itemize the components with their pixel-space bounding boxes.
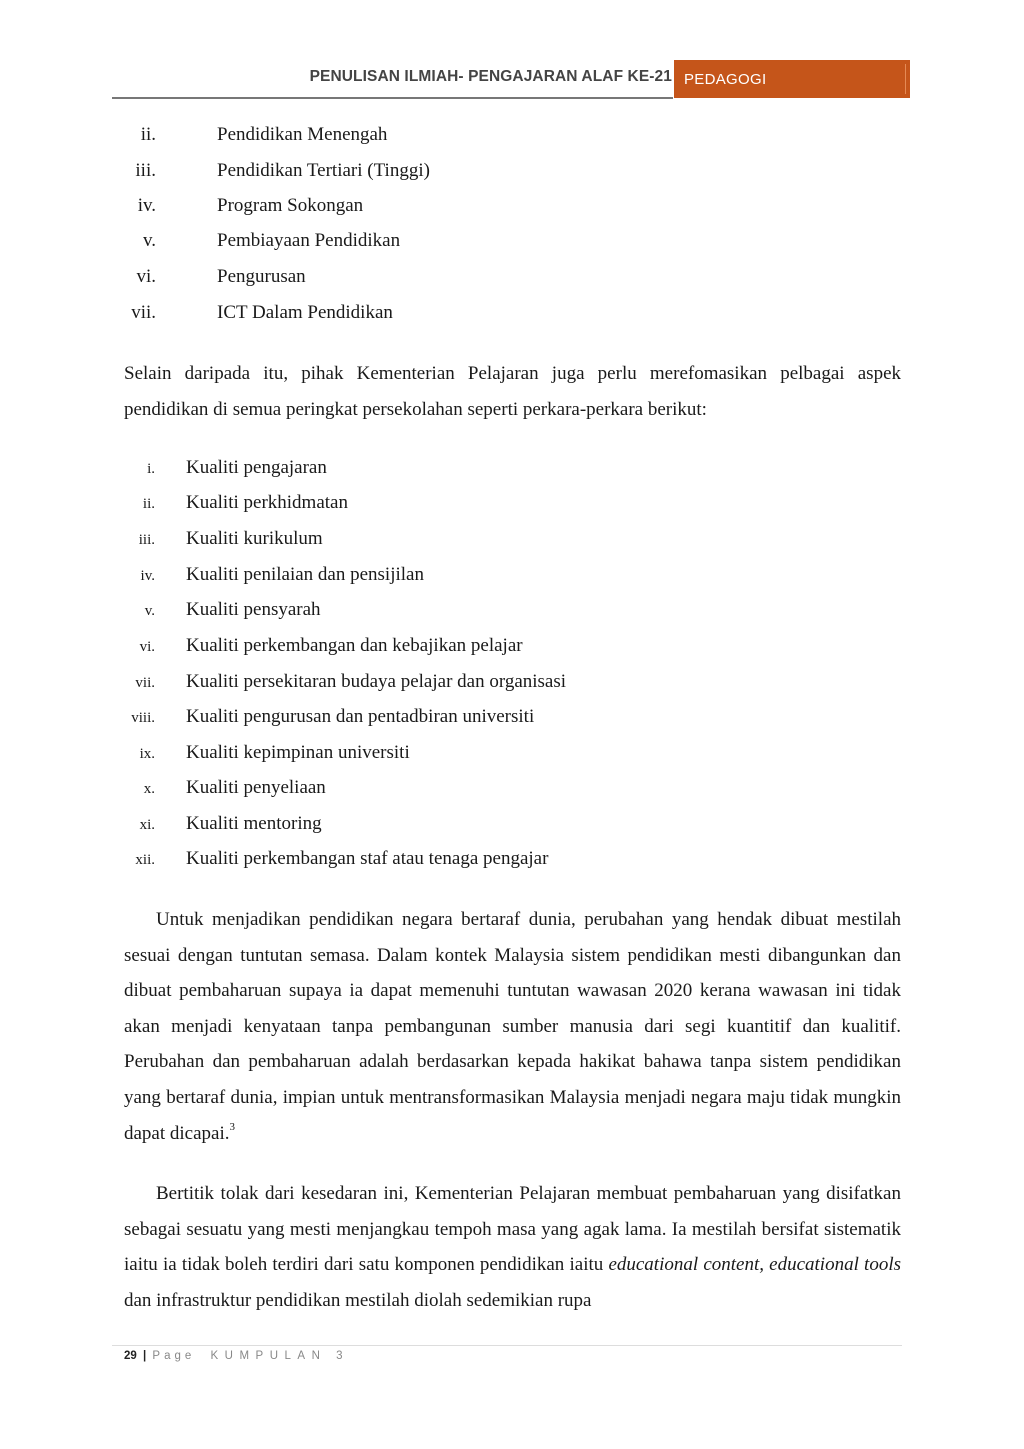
list-number: v. — [142, 230, 156, 251]
list-number: iv. — [140, 568, 155, 584]
footnote-marker[interactable]: 3 — [229, 1120, 236, 1133]
list-text: Kualiti penyeliaan — [186, 777, 326, 798]
list-text: Program Sokongan — [217, 195, 364, 216]
paragraph-text: Bertitik tolak dari kesedaran ini, Kementerian Pelajaran membuat pembaharuan yang disifatkan sebagai sesuatu yang mesti menjangkau tempoh masa yang agak lama. Ia mestilah bersifat sistematik iaitu ia tidak boleh terdiri dari satu komponen pendidikan iaitu — [124, 1183, 901, 1276]
list-text: ICT Dalam Pendidikan — [217, 302, 393, 323]
list-text: Pengurusan — [217, 266, 306, 287]
list-text: Pendidikan Tertiari (Tinggi) — [217, 160, 430, 181]
list-number: iv. — [137, 195, 156, 216]
list-number: v. — [144, 603, 155, 619]
paragraph-world-class — [124, 902, 901, 1151]
list-text: Kualiti perkembangan dan kebajikan pelajar — [186, 635, 523, 656]
list-number: vii. — [131, 302, 156, 323]
paragraph-reform — [124, 1176, 901, 1318]
list-number: viii. — [131, 710, 155, 726]
list-number: ii. — [142, 496, 155, 512]
footer-rule — [112, 1345, 902, 1346]
list-text: Kualiti perkembangan staf atau tenaga pengajar — [186, 848, 549, 869]
list-number: iii. — [138, 532, 155, 548]
list-text: Kualiti pensyarah — [186, 599, 321, 620]
list-text: Kualiti persekitaran budaya pelajar dan organisasi — [186, 671, 567, 692]
list-number: ii. — [140, 124, 156, 145]
paragraph-intro: Selain daripada itu, pihak Kementerian Pelajaran juga perlu merefomasikan pelbagai aspek pendidikan di semua peringkat persekolahan seperti perkara-perkara berikut: — [124, 363, 901, 420]
section-tab-edge — [905, 64, 906, 94]
section-label: PEDAGOGI — [684, 71, 767, 88]
paragraph-text-end: dan infrastruktur pendidikan mestilah diolah sedemikian rupa — [124, 1289, 592, 1311]
list-text: Kualiti mentoring — [186, 813, 322, 834]
list-text: Kualiti kepimpinan universiti — [186, 742, 410, 763]
list-text: Kualiti penilaian dan pensijilan — [186, 564, 424, 585]
list-number: x. — [143, 781, 155, 797]
page-number: 29 — [124, 1350, 137, 1362]
list-number: ix. — [139, 746, 155, 762]
list-text: Pendidikan Menengah — [217, 124, 388, 145]
list-number: iii. — [135, 160, 156, 181]
page-label: Page — [152, 1350, 196, 1362]
list-text: Kualiti pengajaran — [186, 457, 327, 478]
paragraph-italic-terms: educational content, educational tools — [608, 1254, 901, 1276]
list-number: xii. — [135, 852, 155, 868]
list-number: xi. — [139, 817, 155, 833]
list-text: Kualiti perkhidmatan — [186, 492, 348, 513]
page-footer — [124, 1350, 349, 1362]
list-number: vi. — [136, 266, 156, 287]
paragraph-text: Untuk menjadikan pendidikan negara bertaraf dunia, perubahan yang hendak dibuat mestilah sesuai dengan tuntutan semasa. Dalam kontek Malaysia sistem pendidikan mesti dibangunkan dan dibuat pembaharuan supaya ia dapat memenuhi tuntutan wawasan 2020 kerana wawasan ini tidak akan menjadi kenyataan tanpa pembangunan sumber manusia dari segi kuantitif dan kualitif. Perubahan dan pembaharuan adalah berdasarkan kepada hakikat bahawa tanpa sistem pendidikan yang bertaraf dunia, impian untuk mentransformasikan Malaysia menjadi negara maju tidak mungkin dapat dicapai. — [124, 909, 901, 1144]
group-label: KUMPULAN 3 — [210, 1350, 349, 1362]
footer-separator: | — [143, 1350, 147, 1362]
list-number: vii. — [135, 675, 155, 691]
list-text: Kualiti pengurusan dan pentadbiran universiti — [186, 706, 535, 727]
header-title: PENULISAN ILMIAH- PENGAJARAN ALAF KE-21 — [309, 68, 672, 85]
header-rule — [112, 97, 673, 99]
list-text: Pembiayaan Pendidikan — [217, 230, 401, 251]
list-number: vi. — [139, 639, 155, 655]
list-text: Kualiti kurikulum — [186, 528, 323, 549]
list-number: i. — [147, 461, 155, 477]
section-tab — [672, 60, 910, 98]
